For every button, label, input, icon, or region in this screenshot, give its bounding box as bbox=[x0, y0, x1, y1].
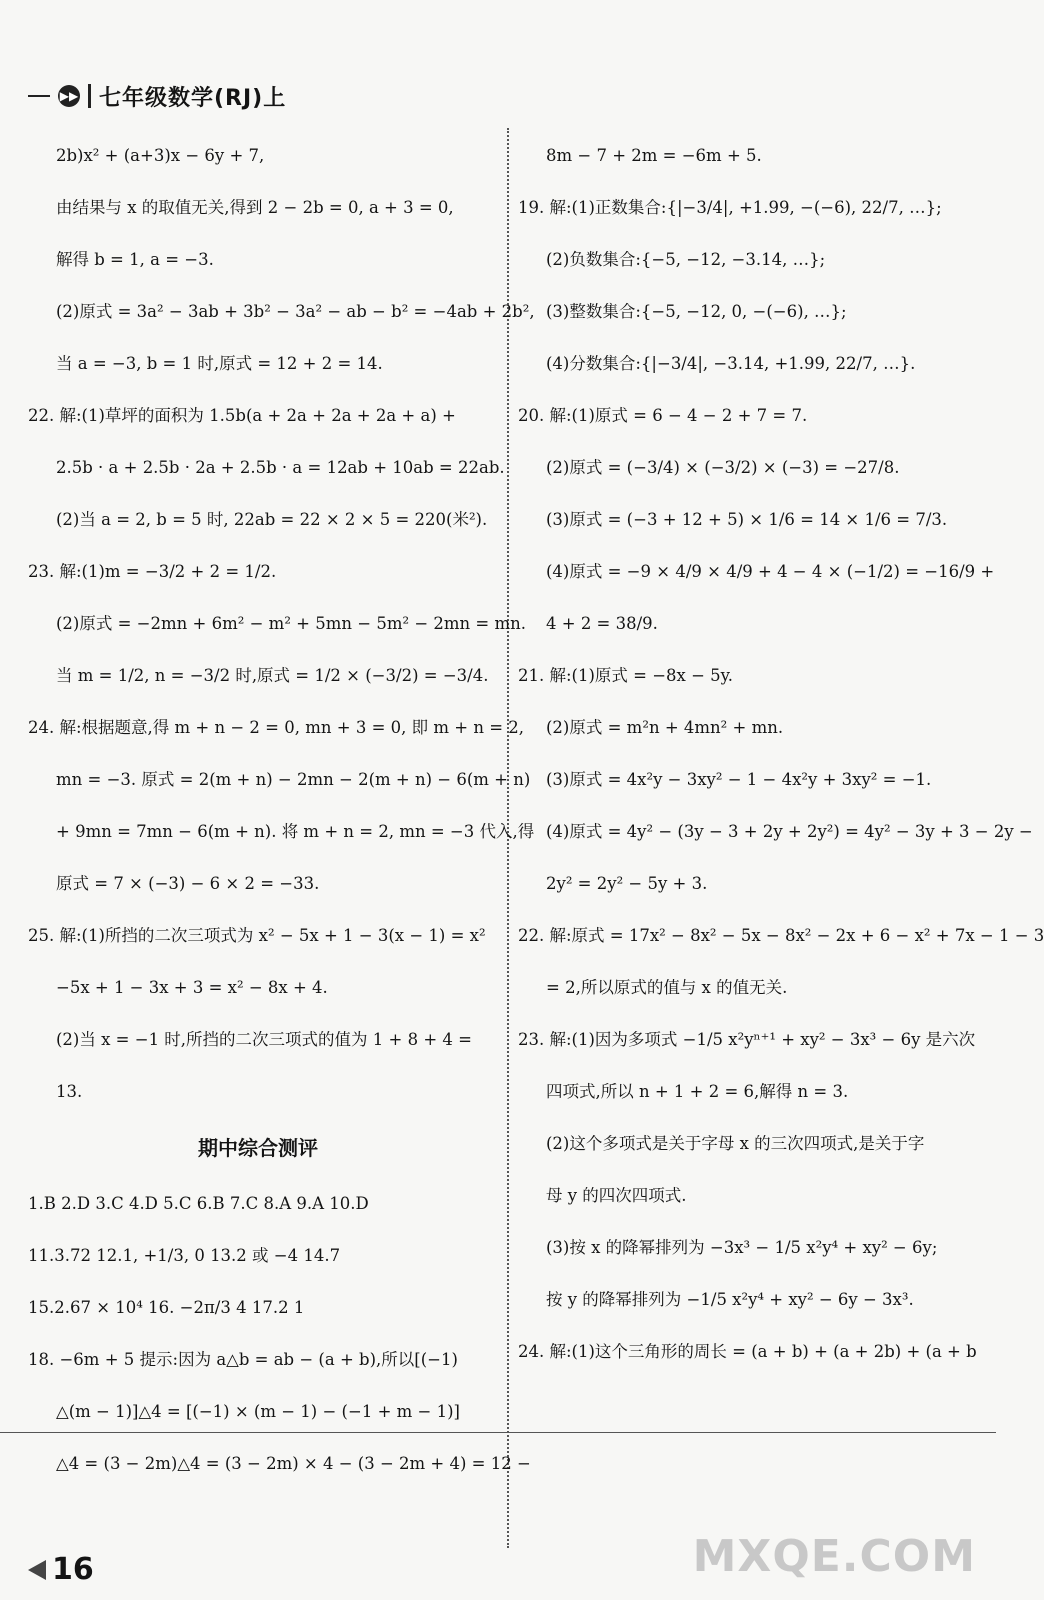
answer-line: △(m − 1)]△4 = [(−1) × (m − 1) − (−1 + m − 1)] bbox=[56, 1402, 460, 1421]
answer-line: (2)原式 = (−3/4) × (−3/2) × (−3) = −27/8. bbox=[546, 458, 900, 477]
answer-line: 19. 解:(1)正数集合:{|−3/4|, +1.99, −(−6), 22/7, …}; bbox=[518, 198, 942, 217]
answer-line: (2)负数集合:{−5, −12, −3.14, …}; bbox=[546, 250, 826, 269]
answer-line: 24. 解:(1)这个三角形的周长 = (a + b) + (a + 2b) + (a + b bbox=[518, 1342, 977, 1361]
answer-line: 4 + 2 = 38/9. bbox=[546, 614, 658, 633]
answer-line: 解得 b = 1, a = −3. bbox=[56, 250, 214, 269]
answer-line: (4)分数集合:{|−3/4|, −3.14, +1.99, 22/7, …}. bbox=[546, 354, 916, 373]
answer-line: 2b)x² + (a+3)x − 6y + 7, bbox=[56, 146, 265, 165]
answer-line: (2)当 x = −1 时,所挡的二次三项式的值为 1 + 8 + 4 = bbox=[56, 1030, 472, 1049]
answer-line: 23. 解:(1)因为多项式 −1/5 x²yⁿ⁺¹ + xy² − 3x³ − 6y 是六次 bbox=[518, 1030, 976, 1049]
answer-line: 25. 解:(1)所挡的二次三项式为 x² − 5x + 1 − 3(x − 1) = x² bbox=[28, 926, 486, 945]
answer-line: (3)原式 = 4x²y − 3xy² − 1 − 4x²y + 3xy² = −1. bbox=[546, 770, 932, 789]
answer-line: 2y² = 2y² − 5y + 3. bbox=[546, 874, 708, 893]
answer-line: (2)这个多项式是关于字母 x 的三次四项式,是关于字 bbox=[546, 1134, 925, 1153]
answer-line: (3)按 x 的降幂排列为 −3x³ − 1/5 x²y⁴ + xy² − 6y; bbox=[546, 1238, 938, 1257]
answer-line: 15.2.67 × 10⁴ 16. −2π/3 4 17.2 1 bbox=[28, 1298, 305, 1317]
answer-line: 当 a = −3, b = 1 时,原式 = 12 + 2 = 14. bbox=[56, 354, 383, 373]
answer-line: 2.5b · a + 2.5b · 2a + 2.5b · a = 12ab + 10ab = 22ab. bbox=[56, 458, 505, 477]
answer-line: (4)原式 = −9 × 4/9 × 4/9 + 4 − 4 × (−1/2) = −16/9 + bbox=[546, 562, 995, 581]
answer-line: (3)原式 = (−3 + 12 + 5) × 1/6 = 14 × 1/6 = 7/3. bbox=[546, 510, 948, 529]
bottom-rule bbox=[0, 1432, 996, 1433]
page-arrow-icon bbox=[28, 1560, 46, 1580]
answer-line: (2)原式 = m²n + 4mn² + mn. bbox=[546, 718, 784, 737]
answer-line: 21. 解:(1)原式 = −8x − 5y. bbox=[518, 666, 734, 685]
answer-line: 22. 解:原式 = 17x² − 8x² − 5x − 8x² − 2x + 6 − x² + 7x − 1 − 3 bbox=[518, 926, 1044, 945]
left-column bbox=[28, 130, 535, 1490]
answer-line: 原式 = 7 × (−3) − 6 × 2 = −33. bbox=[56, 874, 320, 893]
watermark: MXQE.COM bbox=[692, 1531, 976, 1582]
answer-line: 1.B 2.D 3.C 4.D 5.C 6.B 7.C 8.A 9.A 10.D bbox=[28, 1194, 369, 1213]
answer-line: mn = −3. 原式 = 2(m + n) − 2mn − 2(m + n) − 6(m + n) bbox=[56, 770, 531, 789]
answer-line: 按 y 的降幂排列为 −1/5 x²y⁴ + xy² − 6y − 3x³. bbox=[546, 1290, 914, 1309]
answer-line: (4)原式 = 4y² − (3y − 3 + 2y + 2y²) = 4y² − 3y + 3 − 2y − bbox=[546, 822, 1033, 841]
header-divider bbox=[88, 84, 91, 108]
answer-line: + 9mn = 7mn − 6(m + n). 将 m + n = 2, mn = −3 代入,得 bbox=[56, 822, 535, 841]
answer-line: 由结果与 x 的取值无关,得到 2 − 2b = 0, a + 3 = 0, bbox=[56, 198, 454, 217]
section-title: 期中综合测评 bbox=[198, 1136, 318, 1160]
answer-line: △4 = (3 − 2m)△4 = (3 − 2m) × 4 − (3 − 2m + 4) = 12 − bbox=[56, 1454, 531, 1473]
answer-line: 母 y 的四次四项式. bbox=[546, 1186, 687, 1205]
answer-line: 22. 解:(1)草坪的面积为 1.5b(a + 2a + 2a + 2a + a) + bbox=[28, 406, 456, 425]
answer-line: 13. bbox=[56, 1082, 83, 1101]
answer-line: (3)整数集合:{−5, −12, 0, −(−6), …}; bbox=[546, 302, 847, 321]
book-title: 七年级数学(RJ)上 bbox=[99, 85, 287, 111]
fast-forward-icon: ▶▶ bbox=[58, 85, 80, 107]
answer-line: 23. 解:(1)m = −3/2 + 2 = 1/2. bbox=[28, 562, 277, 581]
answer-line: 当 m = 1/2, n = −3/2 时,原式 = 1/2 × (−3/2) = −3/4. bbox=[56, 666, 489, 685]
answer-line: 20. 解:(1)原式 = 6 − 4 − 2 + 7 = 7. bbox=[518, 406, 808, 425]
answer-line: 11.3.72 12.1, +1/3, 0 13.2 或 −4 14.7 bbox=[28, 1246, 341, 1265]
header-rule bbox=[28, 95, 50, 97]
page-header bbox=[28, 78, 286, 114]
answer-line: (2)当 a = 2, b = 5 时, 22ab = 22 × 2 × 5 = 220(米²). bbox=[56, 510, 488, 529]
answer-line: 四项式,所以 n + 1 + 2 = 6,解得 n = 3. bbox=[546, 1082, 849, 1101]
answer-line: = 2,所以原式的值与 x 的值无关. bbox=[546, 978, 788, 997]
page-number: 16 bbox=[52, 1552, 94, 1587]
answer-line: (2)原式 = −2mn + 6m² − m² + 5mn − 5m² − 2mn = mn. bbox=[56, 614, 527, 633]
answer-line: 18. −6m + 5 提示:因为 a△b = ab − (a + b),所以[(−1) bbox=[28, 1350, 458, 1369]
page-footer bbox=[28, 1552, 94, 1587]
answer-line: (2)原式 = 3a² − 3ab + 3b² − 3a² − ab − b² = −4ab + 2b², bbox=[56, 302, 535, 321]
answer-line: 24. 解:根据题意,得 m + n − 2 = 0, mn + 3 = 0, 即 m + n = 2, bbox=[28, 718, 525, 737]
answer-line: 8m − 7 + 2m = −6m + 5. bbox=[546, 146, 762, 165]
right-column bbox=[518, 130, 1044, 1378]
answer-line: −5x + 1 − 3x + 3 = x² − 8x + 4. bbox=[56, 978, 328, 997]
